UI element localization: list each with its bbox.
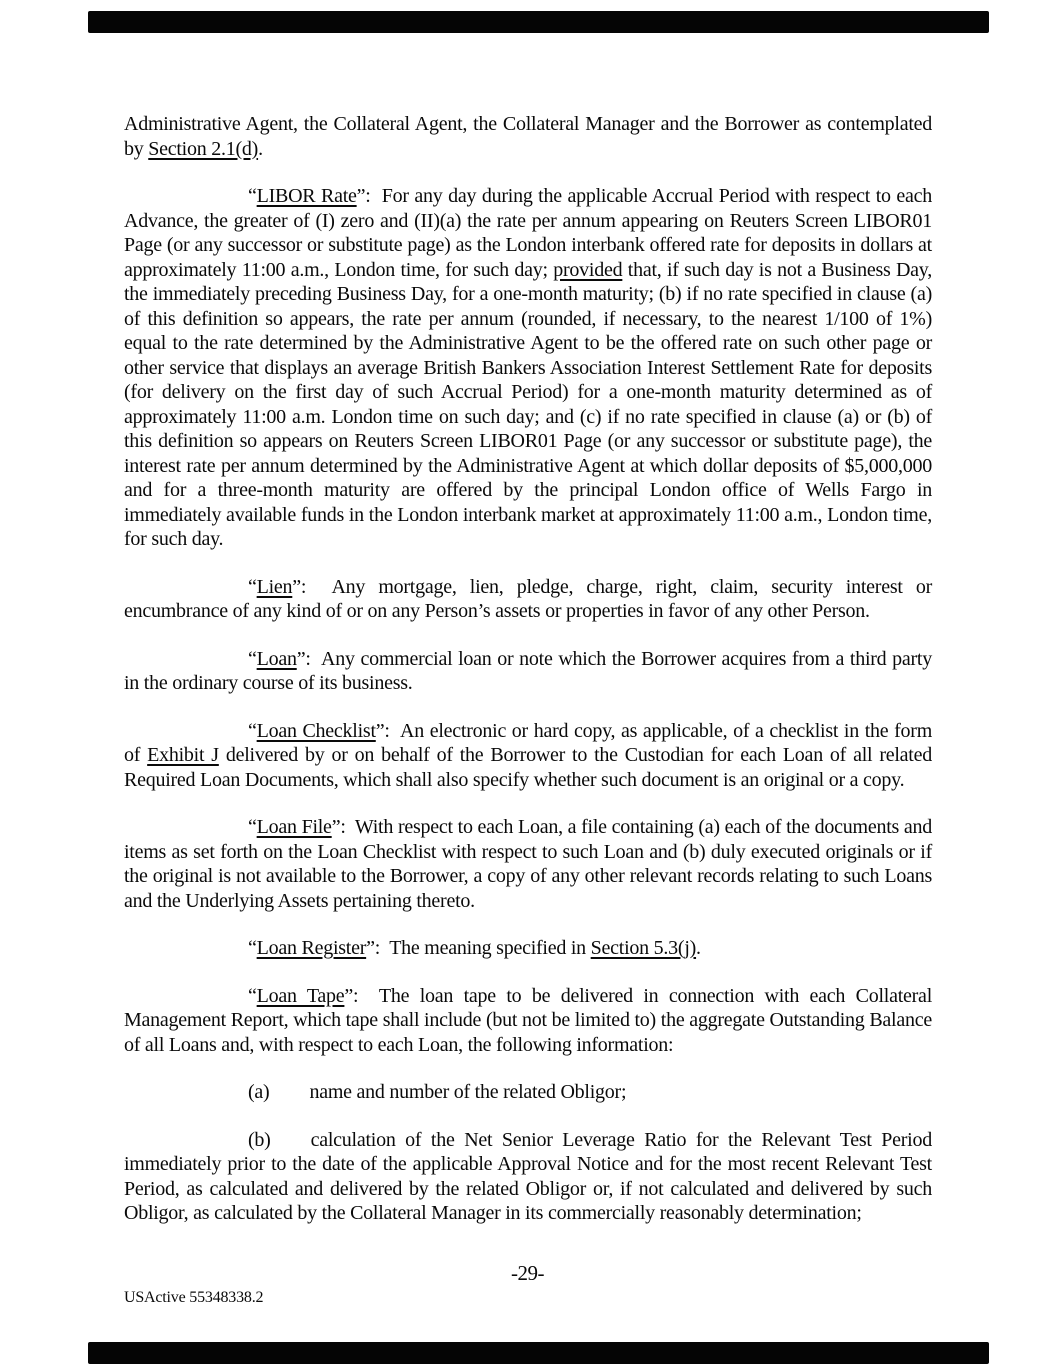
scan-artifact-bar-bottom: [88, 1342, 989, 1364]
list-item-b: (b) calculation of the Net Senior Leverage Ratio for the Relevant Test Period immediately prior to the date of the applicable Approval Notice and for the most recent Relevant Test Period, as calculated and delivered by the related Obligor or, if not calculated and delivered by such Obligor, as calculated by the Collateral Manager in its commercially reasonably determination;: [124, 1128, 932, 1224]
document-id: USActive 55348338.2: [124, 1289, 264, 1306]
paragraph-definition-loan-file: “Loan File”: With respect to each Loan, a file containing (a) each of the documents and items as set forth on the Loan Checklist with respect to such Loan and (b) duly executed originals or if the original is not available to the Borrower, a copy of any other relevant records relating to such Loans and the Underlying Assets pertaining thereto.: [124, 816, 932, 912]
paragraph-definition-loan: “Loan”: Any commercial loan or note which the Borrower acquires from a third party in the ordinary course of its business.: [124, 647, 932, 694]
paragraph-definition-lien: “Lien”: Any mortgage, lien, pledge, charge, right, claim, security interest or encumbrance of any kind of or on any Person’s assets or properties in favor of any other Person.: [124, 575, 932, 622]
page-number: -29-: [511, 1261, 544, 1285]
paragraph-continuation-administrative-agent: Administrative Agent, the Collateral Agent, the Collateral Manager and the Borrower as contemplated by Section 2.1(d).: [124, 113, 932, 160]
paragraph-definition-loan-register: “Loan Register”: The meaning specified in Section 5.3(j).: [248, 937, 701, 959]
scan-artifact-bar-top: [88, 11, 989, 33]
paragraph-definition-loan-tape: “Loan Tape”: The loan tape to be delivered in connection with each Collateral Management Report, which tape shall include (but not be limited to) the aggregate Outstanding Balance of all Loans and, with respect to each Loan, the following information:: [124, 984, 932, 1056]
document-body: [124, 112, 932, 1226]
paragraph-definition-libor-rate: “LIBOR Rate”: For any day during the applicable Accrual Period with respect to each Advance, the greater of (I) zero and (II)(a) the rate per annum appearing on Reuters Screen LIBOR01 Page (or any successor or substitute page) as the London interbank offered rate for deposits in dollars at approximately 11:00 a.m., London time, for such day; provided that, if such day is not a Business Day, the immediately preceding Business Day, for a one-month maturity; (b) if no rate specified in clause (a) of this definition so appears, the rate per annum (rounded, if necessary, to the nearest 1/100 of 1%) equal to the rate determined by the Administrative Agent to be the offered rate on such other page or other service that displays an average British Bankers Association Interest Settlement Rate for deposits (for delivery on the first day of such Accrual Period) for a one-month maturity determined as of approximately 11:00 a.m. London time on such day; and (c) if no rate specified in clause (a) or (b) of this definition so appears on Reuters Screen LIBOR01 Page (or any successor or substitute page), the interest rate per annum determined by the Administrative Agent at which dollar deposits of $5,000,000 and for a three-month maturity are offered by the principal London office of Wells Fargo in immediately available funds in the London interbank market at approximately 11:00 a.m., London time, for such day.: [124, 185, 932, 550]
list-item-a: (a) name and number of the related Obligor;: [248, 1081, 627, 1103]
paragraph-definition-loan-checklist: “Loan Checklist”: An electronic or hard copy, as applicable, of a checklist in the form of Exhibit J delivered by or on behalf of the Borrower to the Custodian for each Loan of all related Required Loan Documents, which shall also specify whether such document is an original or a copy.: [124, 719, 932, 791]
